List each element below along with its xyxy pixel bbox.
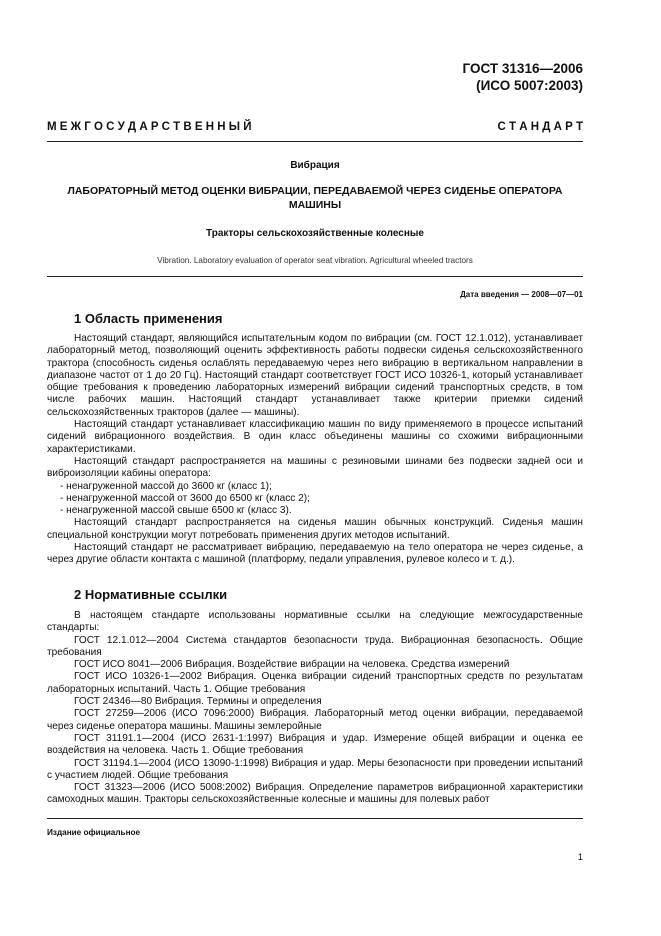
paragraph: Настоящий стандарт, являющийся испытательным кодом по вибрации (см. ГОСТ 12.1.012), устанавливает лабораторный метод, позволяющий оценить эффективность работы подвески сиденья сельскохозяйственного трактора (способность сиденья ослаблять передаваемую через него вибрацию в вертикальном направлении в диапазоне частот от 1 до 20 Гц). Настоящий стандарт соответствует ГОСТ ИСО 10326-1, который устанавливает общие требования к проведению лабораторных измерений вибрации сидений транспортных средств, в том числе рабочих машин. Настоящий стандарт устанавливает также критерии приемки сидений сельскохозяйственных тракторов (далее — машины).	[47, 333, 583, 418]
main-title-line-1: ЛАБОРАТОРНЫЙ МЕТОД ОЦЕНКИ ВИБРАЦИИ, ПЕРЕДАВАЕМОЙ ЧЕРЕЗ СИДЕНЬЕ ОПЕРАТОРА	[67, 185, 563, 197]
standard-number: ГОСТ 31316—2006	[462, 61, 583, 76]
banner-word-interstate: М Е Ж Г О С У Д А Р С Т В Е Н Н Ы Й	[47, 121, 252, 133]
page-number: 1	[577, 852, 583, 863]
interstate-standard-banner	[47, 121, 583, 133]
standard-designation	[463, 60, 583, 94]
topic-title: Вибрация	[290, 160, 340, 171]
paragraph: Настоящий стандарт не рассматривает вибрацию, передаваемую на тело оператора не через сиденье, а через другие области контакта с машиной (платформу, педали управления, рулевое колесо и т. д.).	[47, 542, 583, 566]
section-2-heading: 2 Нормативные ссылки	[74, 587, 228, 602]
iso-number: (ИСО 5007:2003)	[476, 78, 583, 93]
reference-item: ГОСТ 12.1.012—2004 Система стандартов безопасности труда. Вибрационная безопасность. Общие требования	[47, 634, 583, 658]
section-2-body	[47, 610, 583, 807]
list-item: - ненагруженной массой от 3600 до 6500 кг (класс 2);	[60, 492, 310, 504]
main-title	[47, 184, 583, 212]
section-1-heading: 1 Область применения	[74, 311, 223, 326]
english-title: Vibration. Laboratory evaluation of operator seat vibration. Agricultural wheeled tractors	[157, 256, 473, 265]
paragraph: Настоящий стандарт распространяется на машины с резиновыми шинами без подвески задней оси и виброизоляции кабины оператора:	[47, 455, 583, 480]
reference-item: ГОСТ 31191.1—2004 (ИСО 2631-1:1997) Вибрация и удар. Измерение общей вибрации и оценка ее воздействия на человека. Часть 1. Общие требования	[47, 732, 583, 757]
banner-word-standard: С Т А Н Д А Р Т	[497, 121, 583, 133]
reference-item: ГОСТ ИСО 10326-1—2002 Вибрация. Оценка вибрации сидений транспортных средств по результатам лабораторных испытаний. Часть 1. Общие требования	[47, 671, 583, 695]
list-item: - ненагруженной массой свыше 6500 кг (класс 3).	[60, 505, 292, 517]
edition-label: Издание официальное	[47, 828, 141, 837]
header-divider	[47, 141, 583, 142]
subtitle: Тракторы сельскохозяйственные колесные	[206, 228, 424, 239]
reference-item: ГОСТ 24346—80 Вибрация. Термины и определения	[74, 696, 322, 708]
list-item: - ненагруженной массой до 3600 кг (класс 1);	[60, 480, 272, 492]
paragraph: В настоящем стандарте использованы нормативные ссылки на следующие межгосударственные стандарты:	[47, 610, 583, 634]
paragraph: Настоящий стандарт устанавливает классификацию машин по виду применяемого в процессе испытаний сидений вибрационного воздействия. В один класс объединены машины со схожими вибрационными характеристиками.	[47, 419, 583, 455]
introduction-date: Дата введения — 2008—07—01	[460, 290, 583, 299]
title-divider	[47, 276, 583, 277]
section-1-body	[47, 333, 583, 567]
reference-item: ГОСТ 31323—2006 (ИСО 5008:2002) Вибрация. Определение параметров вибрационной характеристики самоходных машин. Тракторы сельскохозяйственные колесные и машины для полевых работ	[47, 782, 583, 806]
reference-item: ГОСТ ИСО 8041—2006 Вибрация. Воздействие вибрации на человека. Средства измерений	[74, 659, 510, 671]
footer-divider	[47, 818, 583, 819]
reference-item: ГОСТ 31194.1—2004 (ИСО 13090-1:1998) Вибрация и удар. Меры безопасности при проведении испытаний с участием людей. Общие требования	[47, 757, 583, 781]
main-title-line-2: МАШИНЫ	[288, 199, 342, 211]
paragraph: Настоящий стандарт распространяется на сиденья машин обычных конструкций. Сиденья машин специальной конструкции могут потребовать применения других методов испытаний.	[47, 517, 583, 541]
reference-item: ГОСТ 27259—2006 (ИСО 7096:2000) Вибрация. Лабораторный метод оценки вибрации, передаваемой через сиденье оператора машины. Машины землеройные	[47, 708, 583, 732]
